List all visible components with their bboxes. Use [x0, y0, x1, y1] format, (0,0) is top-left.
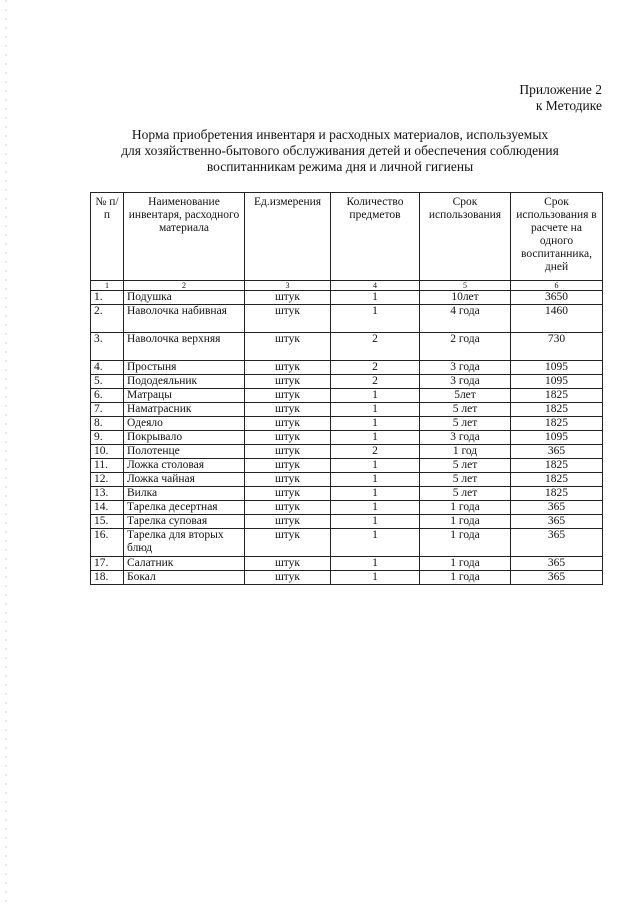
- scan-edge-marks: [5, 0, 7, 905]
- row-number: 9.: [91, 431, 124, 445]
- table-row: [91, 417, 603, 431]
- header-qty: Количество предметов: [331, 193, 420, 281]
- unit-value: штук: [245, 361, 331, 375]
- quantity-value: 2: [331, 361, 420, 375]
- item-name: Простыня: [124, 361, 245, 375]
- header-name: Наименование инвентаря, расходного материала: [124, 193, 245, 281]
- table-row: [91, 333, 603, 361]
- unit-value: штук: [245, 571, 331, 585]
- usage-term: 3 года: [420, 431, 511, 445]
- table-row: [91, 305, 603, 333]
- column-number: 4: [331, 281, 420, 291]
- quantity-value: 1: [331, 305, 420, 333]
- appendix-line-2: к Методике: [535, 98, 602, 113]
- table-row: [91, 459, 603, 473]
- row-number: 3.: [91, 333, 124, 361]
- row-number: 17.: [91, 557, 124, 571]
- item-name: Бокал: [124, 571, 245, 585]
- table-row: [91, 487, 603, 501]
- unit-value: штук: [245, 515, 331, 529]
- item-name: Вилка: [124, 487, 245, 501]
- item-name: Наматрасник: [124, 403, 245, 417]
- item-name: Тарелка для вторых блюд: [124, 529, 245, 557]
- row-number: 18.: [91, 571, 124, 585]
- quantity-value: 1: [331, 473, 420, 487]
- column-number: 2: [124, 281, 245, 291]
- usage-term: 5лет: [420, 389, 511, 403]
- unit-value: штук: [245, 501, 331, 515]
- days-per-pupil: 1825: [511, 389, 603, 403]
- table-row: [91, 515, 603, 529]
- row-number: 12.: [91, 473, 124, 487]
- days-per-pupil: 1825: [511, 459, 603, 473]
- usage-term: 1 года: [420, 571, 511, 585]
- days-per-pupil: 3650: [511, 291, 603, 305]
- row-number: 8.: [91, 417, 124, 431]
- days-per-pupil: 1095: [511, 361, 603, 375]
- table-row: [91, 473, 603, 487]
- row-number: 16.: [91, 529, 124, 557]
- header-unit: Ед.измерения: [245, 193, 331, 281]
- usage-term: 5 лет: [420, 473, 511, 487]
- item-name: Наволочка верхняя: [124, 333, 245, 361]
- table-row: [91, 389, 603, 403]
- quantity-value: 1: [331, 501, 420, 515]
- row-number: 10.: [91, 445, 124, 459]
- title-line-2: для хозяйственно-бытового обслуживания детей и обеспечения соблюдения: [121, 143, 559, 158]
- item-name: Ложка чайная: [124, 473, 245, 487]
- unit-value: штук: [245, 403, 331, 417]
- quantity-value: 1: [331, 557, 420, 571]
- usage-term: 3 года: [420, 361, 511, 375]
- table-row: [91, 375, 603, 389]
- header-num: № п/п: [91, 193, 124, 281]
- days-per-pupil: 1095: [511, 431, 603, 445]
- row-number: 13.: [91, 487, 124, 501]
- column-number-row: [91, 281, 603, 291]
- item-name: Подушка: [124, 291, 245, 305]
- row-number: 7.: [91, 403, 124, 417]
- usage-term: 1 года: [420, 529, 511, 557]
- quantity-value: 1: [331, 515, 420, 529]
- row-number: 15.: [91, 515, 124, 529]
- days-per-pupil: 1825: [511, 417, 603, 431]
- table-row: [91, 501, 603, 515]
- document-title: [80, 127, 600, 175]
- quantity-value: 1: [331, 571, 420, 585]
- usage-term: 3 года: [420, 375, 511, 389]
- item-name: Тарелка суповая: [124, 515, 245, 529]
- unit-value: штук: [245, 529, 331, 557]
- item-name: Матрацы: [124, 389, 245, 403]
- days-per-pupil: 1825: [511, 473, 603, 487]
- item-name: Салатник: [124, 557, 245, 571]
- usage-term: 5 лет: [420, 487, 511, 501]
- quantity-value: 1: [331, 487, 420, 501]
- quantity-value: 1: [331, 291, 420, 305]
- unit-value: штук: [245, 375, 331, 389]
- appendix-line-1: Приложение 2: [519, 82, 602, 97]
- table-row: [91, 557, 603, 571]
- unit-value: штук: [245, 333, 331, 361]
- header-days: Срок использования в расчете на одного воспитанника, дней: [511, 193, 603, 281]
- item-name: Пододеяльник: [124, 375, 245, 389]
- unit-value: штук: [245, 417, 331, 431]
- item-name: Полотенце: [124, 445, 245, 459]
- usage-term: 1 года: [420, 515, 511, 529]
- days-per-pupil: 1460: [511, 305, 603, 333]
- table-row: [91, 361, 603, 375]
- days-per-pupil: 1825: [511, 403, 603, 417]
- row-number: 11.: [91, 459, 124, 473]
- title-line-3: воспитанникам режима дня и личной гигиены: [206, 159, 474, 174]
- days-per-pupil: 365: [511, 529, 603, 557]
- appendix-label: [519, 82, 602, 114]
- unit-value: штук: [245, 557, 331, 571]
- quantity-value: 2: [331, 333, 420, 361]
- item-name: Покрывало: [124, 431, 245, 445]
- table-row: [91, 403, 603, 417]
- row-number: 4.: [91, 361, 124, 375]
- table-row: [91, 431, 603, 445]
- days-per-pupil: 365: [511, 571, 603, 585]
- unit-value: штук: [245, 431, 331, 445]
- row-number: 5.: [91, 375, 124, 389]
- usage-term: 2 года: [420, 333, 511, 361]
- header-row: [91, 193, 603, 281]
- quantity-value: 1: [331, 431, 420, 445]
- title-line-1: Норма приобретения инвентаря и расходных материалов, используемых: [131, 127, 549, 142]
- usage-term: 10лет: [420, 291, 511, 305]
- column-number: 6: [511, 281, 603, 291]
- table-row: [91, 571, 603, 585]
- item-name: Ложка столовая: [124, 459, 245, 473]
- unit-value: штук: [245, 291, 331, 305]
- table-body: [91, 281, 603, 585]
- row-number: 14.: [91, 501, 124, 515]
- usage-term: 1 года: [420, 501, 511, 515]
- quantity-value: 1: [331, 403, 420, 417]
- table-row: [91, 291, 603, 305]
- quantity-value: 1: [331, 459, 420, 473]
- quantity-value: 2: [331, 445, 420, 459]
- usage-term: 1 года: [420, 557, 511, 571]
- item-name: Одеяло: [124, 417, 245, 431]
- norms-table: [90, 192, 603, 585]
- row-number: 2.: [91, 305, 124, 333]
- unit-value: штук: [245, 445, 331, 459]
- table-row: [91, 445, 603, 459]
- column-number: 1: [91, 281, 124, 291]
- usage-term: 5 лет: [420, 459, 511, 473]
- usage-term: 5 лет: [420, 403, 511, 417]
- unit-value: штук: [245, 389, 331, 403]
- unit-value: штук: [245, 305, 331, 333]
- usage-term: 1 год: [420, 445, 511, 459]
- usage-term: 4 года: [420, 305, 511, 333]
- days-per-pupil: 1825: [511, 487, 603, 501]
- table-row: [91, 529, 603, 557]
- days-per-pupil: 1095: [511, 375, 603, 389]
- unit-value: штук: [245, 487, 331, 501]
- column-number: 3: [245, 281, 331, 291]
- item-name: Тарелка десертная: [124, 501, 245, 515]
- quantity-value: 1: [331, 417, 420, 431]
- usage-term: 5 лет: [420, 417, 511, 431]
- days-per-pupil: 365: [511, 501, 603, 515]
- days-per-pupil: 365: [511, 445, 603, 459]
- unit-value: штук: [245, 459, 331, 473]
- days-per-pupil: 365: [511, 557, 603, 571]
- days-per-pupil: 365: [511, 515, 603, 529]
- header-term: Срок использования: [420, 193, 511, 281]
- unit-value: штук: [245, 473, 331, 487]
- item-name: Наволочка набивная: [124, 305, 245, 333]
- quantity-value: 2: [331, 375, 420, 389]
- column-number: 5: [420, 281, 511, 291]
- days-per-pupil: 730: [511, 333, 603, 361]
- row-number: 1.: [91, 291, 124, 305]
- quantity-value: 1: [331, 389, 420, 403]
- quantity-value: 1: [331, 529, 420, 557]
- row-number: 6.: [91, 389, 124, 403]
